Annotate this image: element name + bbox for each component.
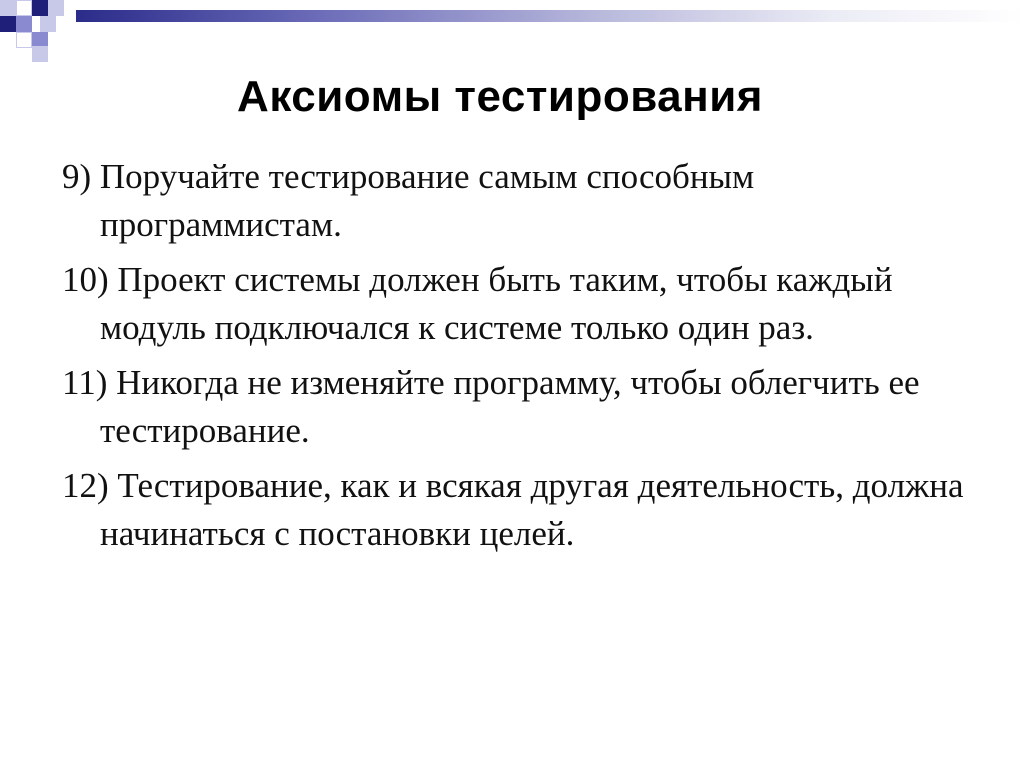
deco-square [32, 0, 48, 16]
deco-square [0, 0, 16, 16]
axiom-item-10: 10) Проект системы должен быть таким, чтобы каждый модуль подключался к системе только один раз. [62, 260, 893, 347]
axiom-item-11: 11) Никогда не изменяйте программу, чтобы облегчить ее тестирование. [62, 363, 920, 450]
deco-square [32, 46, 48, 62]
deco-square [48, 0, 64, 16]
deco-square [16, 32, 32, 48]
axiom-item-9: 9) Поручайте тестирование самым способным программистам. [62, 157, 755, 244]
slide-title: Аксиомы тестирования [237, 72, 763, 122]
deco-square [16, 16, 32, 32]
decorative-squares [0, 0, 80, 64]
deco-square [0, 16, 16, 32]
axiom-list [62, 153, 982, 565]
deco-square [16, 0, 32, 16]
deco-square [40, 16, 56, 32]
top-gradient-bar [76, 10, 1024, 22]
axiom-item-12: 12) Тестирование, как и всякая другая деятельность, должна начинаться с постановки целей. [62, 466, 964, 553]
